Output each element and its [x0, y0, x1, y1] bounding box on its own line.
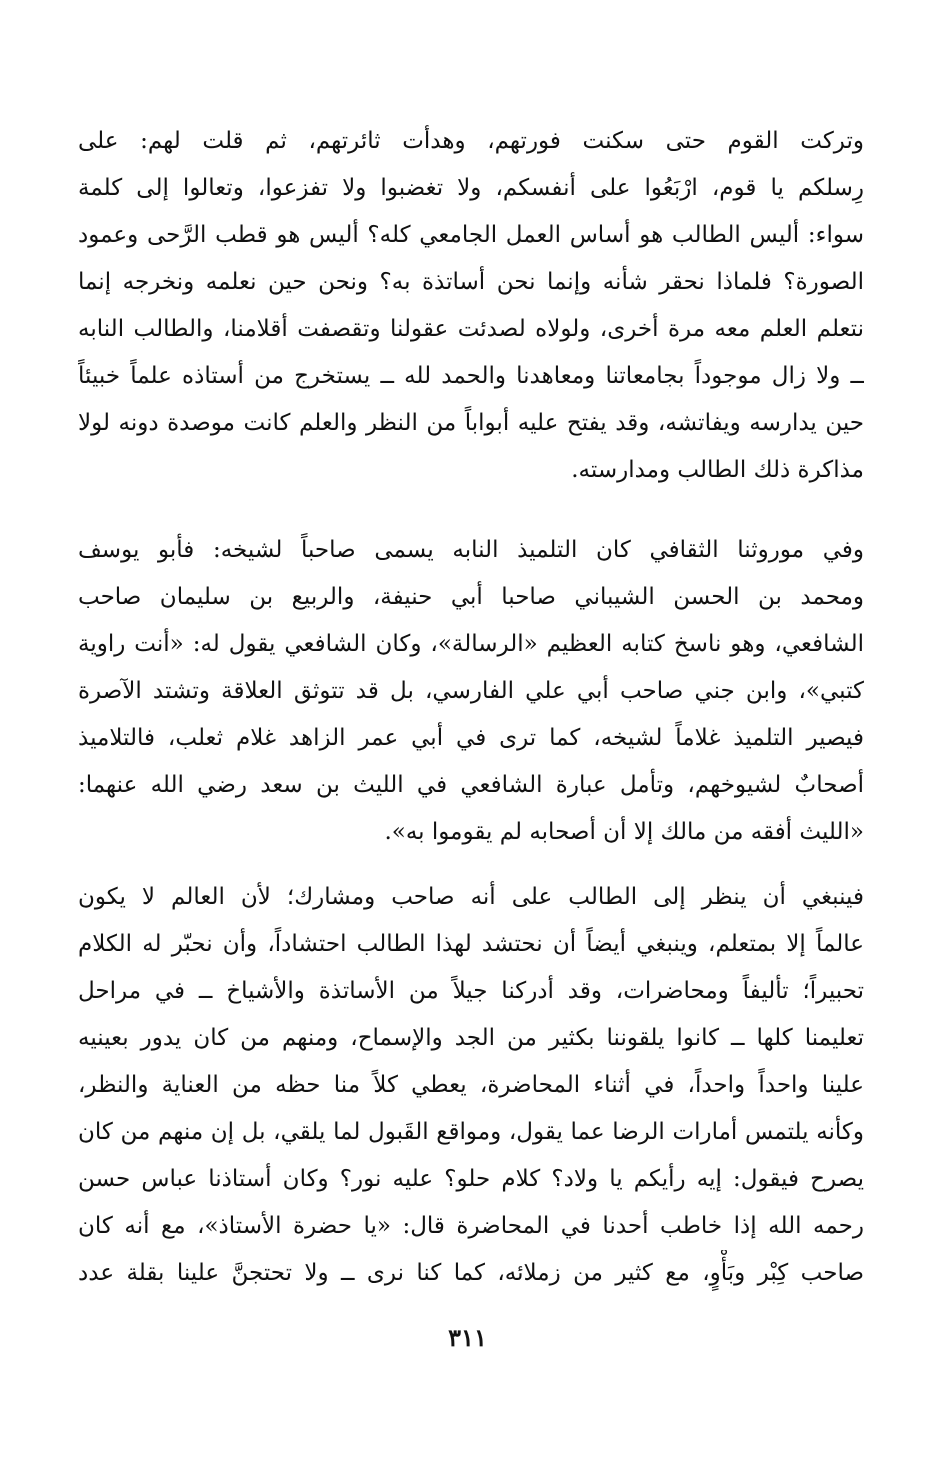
- paragraph-3: [78, 874, 864, 1297]
- text-line: وتركت القوم حتى سكنت فورتهم، وهدأت ثائرتهم، ثم قلت لهم: على: [78, 128, 864, 154]
- text-line: مذاكرة ذلك الطالب ومدارسته.: [571, 457, 864, 483]
- text-line: ومحمد بن الحسن الشيباني صاحبا أبي حنيفة، والربيع بن سليمان صاحب: [78, 584, 864, 610]
- text-line: الصورة؟ فلماذا نحقر شأنه وإنما نحن أساتذة به؟ ونحن حين نعلمه ونخرجه إنما: [78, 269, 864, 295]
- text-line: يصرح فيقول: إيه رأيكم يا ولاد؟ كلام حلو؟ عليه نور؟ وكان أستاذنا عباس حسن: [78, 1166, 864, 1192]
- text-line: حين يدارسه ويفاتشه، وقد يفتح عليه أبواباً من النظر والعلم كانت موصدة دونه لولا: [78, 410, 864, 436]
- text-line: رحمه الله إذا خاطب أحدنا في المحاضرة قال: «يا حضرة الأستاذ»، مع أنه كان: [78, 1213, 864, 1239]
- text-line: ــ ولا زال موجوداً بجامعاتنا ومعاهدنا والحمد لله ــ يستخرج من أستاذه علماً خبيئاً: [78, 363, 864, 389]
- text-line: رِسلكم يا قوم، ارْبَعُوا على أنفسكم، ولا تغضبوا ولا تفزعوا، وتعالوا إلى كلمة: [78, 175, 864, 201]
- text-line: علينا واحداً واحداً، في أثناء المحاضرة، يعطي كلاً منا حظه من العناية والنظر،: [78, 1072, 864, 1098]
- text-line: تحبيراً؛ تأليفاً ومحاضرات، وقد أدركنا جيلاً من الأساتذة والأشياخ ــ في مراحل: [78, 978, 864, 1004]
- text-line: فينبغي أن ينظر إلى الطالب على أنه صاحب ومشارك؛ لأن العالم لا يكون: [78, 884, 864, 910]
- text-line: صاحب كِبْر وبَأْوٍ، مع كثير من زملائه، كما كنا نرى ــ ولا تحتجنَّ علينا بقلة عدد: [78, 1260, 864, 1286]
- text-line: «الليث أفقه من مالك إلا أن أصحابه لم يقوموا به».: [384, 819, 864, 845]
- text-line: سواء: أليس الطالب هو أساس العمل الجامعي كله؟ أليس هو قطب الرَّحى وعمود: [78, 222, 864, 248]
- text-line: وكأنه يلتمس أمارات الرضا عما يقول، ومواقع القَبول لما يلقي، بل إن منهم من كان: [78, 1119, 864, 1145]
- text-line: وفي موروثنا الثقافي كان التلميذ النابه يسمى صاحباً لشيخه: فأبو يوسف: [78, 537, 864, 563]
- text-line: نتعلم العلم معه مرة أخرى، ولولاه لصدئت عقولنا وتقصفت أقلامنا، والطالب النابه: [78, 316, 864, 342]
- paragraph-2: [78, 527, 864, 856]
- text-line: فيصير التلميذ غلاماً لشيخه، كما ترى في أبي عمر الزاهد غلام ثعلب، فالتلاميذ: [78, 725, 864, 751]
- text-line: تعليمنا كلها ــ كانوا يلقوننا بكثير من الجد والإسماح، ومنهم من كان يدور بعينيه: [78, 1025, 864, 1051]
- page-number: ٣١١: [448, 1323, 487, 1352]
- paragraph-1: [78, 118, 864, 494]
- text-line: كتبي»، وابن جني صاحب أبي علي الفارسي، بل قد تتوثق العلاقة وتشتد الآصرة: [78, 678, 864, 704]
- text-line: عالماً إلا بمتعلم، وينبغي أيضاً أن نحتشد لهذا الطالب احتشاداً، وأن نحبّر له الكلام: [78, 931, 864, 957]
- text-line: الشافعي، وهو ناسخ كتابه العظيم «الرسالة»، وكان الشافعي يقول له: «أنت راوية: [78, 631, 864, 657]
- text-line: أصحابٌ لشيوخهم، وتأمل عبارة الشافعي في الليث بن سعد رضي الله عنهما:: [78, 772, 864, 798]
